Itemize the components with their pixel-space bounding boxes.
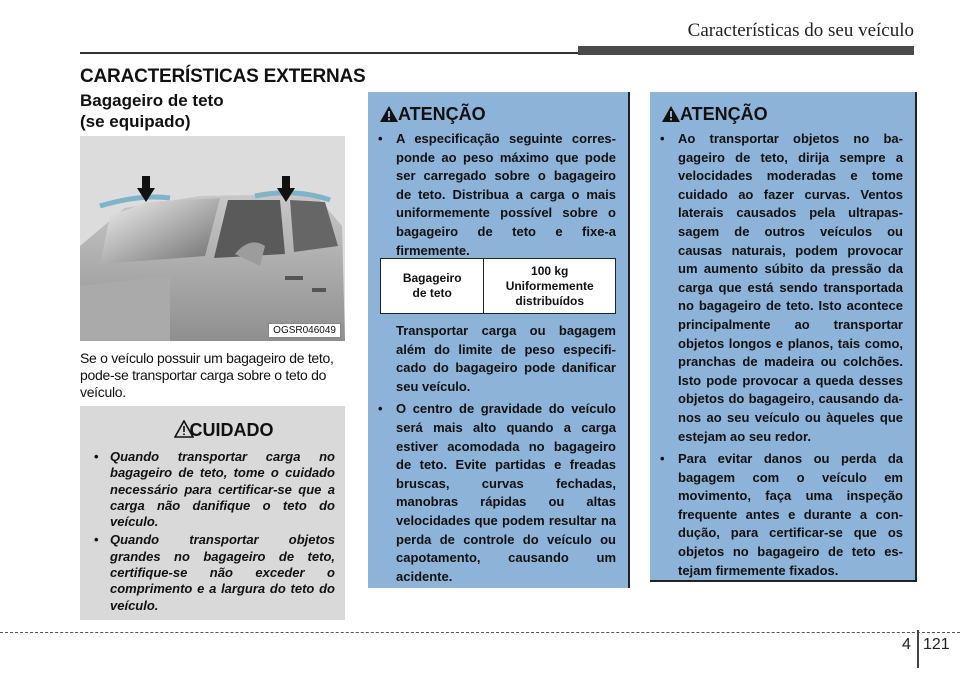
arrow-down-icon — [277, 176, 295, 202]
page-number: 121 — [923, 636, 950, 653]
warning-triangle-icon — [380, 106, 398, 122]
roof-rack-photo — [80, 136, 345, 341]
caution-title: CUIDADO — [189, 420, 274, 440]
arrow-down-icon — [137, 176, 155, 202]
header-rule — [80, 52, 580, 54]
warning-note: Transportar carga ou bagagem além do limite de peso especificado do bagageiro pode danificar seu veículo. — [396, 323, 616, 394]
warning-box-2 — [650, 92, 917, 582]
warning-box-1 — [368, 92, 630, 588]
subsection-title: Bagageiro de teto (se equipado) — [80, 91, 224, 131]
warning-item: • Para evitar danos ou perda da bagagem com o veículo em movimento, faça uma inspeção frequente antes e durante a condução, para certificar-se que os objetos no bagageiro de teto estejam firmemente fixados. — [660, 450, 903, 580]
caution-item: • Quando transportar carga no bagageiro de teto, tome o cuidado necessário para certificar-se que a carga não danifique o teto do veículo. — [94, 449, 335, 530]
warning-item: • O centro de gravidade do veículo será mais alto quando a carga estiver acomodada no bagageiro de teto. Evite partidas e freadas bruscas, curvas fechadas, manobras rápidas ou altas velocidades que podem resultar na perda de controle do veículo ou capotamento, causando um acidente. — [378, 400, 616, 586]
caution-box — [80, 406, 345, 620]
chapter-number: 4 — [902, 636, 911, 653]
warning-title: ATENÇÃO — [398, 104, 486, 124]
warning-item: • Ao transportar objetos no bagageiro de teto, dirija sempre a velocidades moderadas e tome cuidado ao fazer curvas. Ventos laterais causados pela ultrapassagem de outros veículos ou causas naturais, podem provocar um aumento súbito da pressão da carga que está sendo transportada no bagageiro de teto. Isto acontece principalmente ao transportar objetos longos e planos, tais como, pranchas de madeira ou colchões. Isto pode provocar a queda desses objetos do bagageiro, causando danos ao seu veículo ou àqueles que estejam ao seu redor. — [660, 130, 903, 446]
page-number-separator — [917, 630, 919, 668]
footer-rule — [0, 632, 960, 633]
warning-title: ATENÇÃO — [680, 104, 768, 124]
warning-triangle-icon — [662, 106, 680, 122]
caution-item: • Quando transportar objetos grandes no bagageiro de teto, certifique-se não exceder o comprimento e a largura do teto do veículo. — [94, 532, 335, 613]
image-code: OGSR046049 — [268, 323, 341, 338]
warning-item: • A especificação seguinte corresponde ao peso máximo que pode ser carregado sobre o bagageiro de teto. Distribua a carga o mais uniformemente possível sobre o bagageiro de teto e fixe-a firmemente. — [378, 130, 616, 260]
load-spec-table — [380, 258, 616, 314]
table-value-cell: 100 kg Uniformemente distribuídos — [484, 259, 616, 314]
section-title: CARACTERÍSTICAS EXTERNAS — [80, 66, 366, 87]
intro-paragraph: Se o veículo possuir um bagageiro de teto, pode-se transportar carga sobre o teto do veículo. — [80, 350, 334, 400]
header-bar — [578, 46, 914, 55]
table-label-cell: Bagageiro de teto — [381, 259, 484, 314]
running-header-title: Características do seu veículo — [687, 20, 914, 41]
